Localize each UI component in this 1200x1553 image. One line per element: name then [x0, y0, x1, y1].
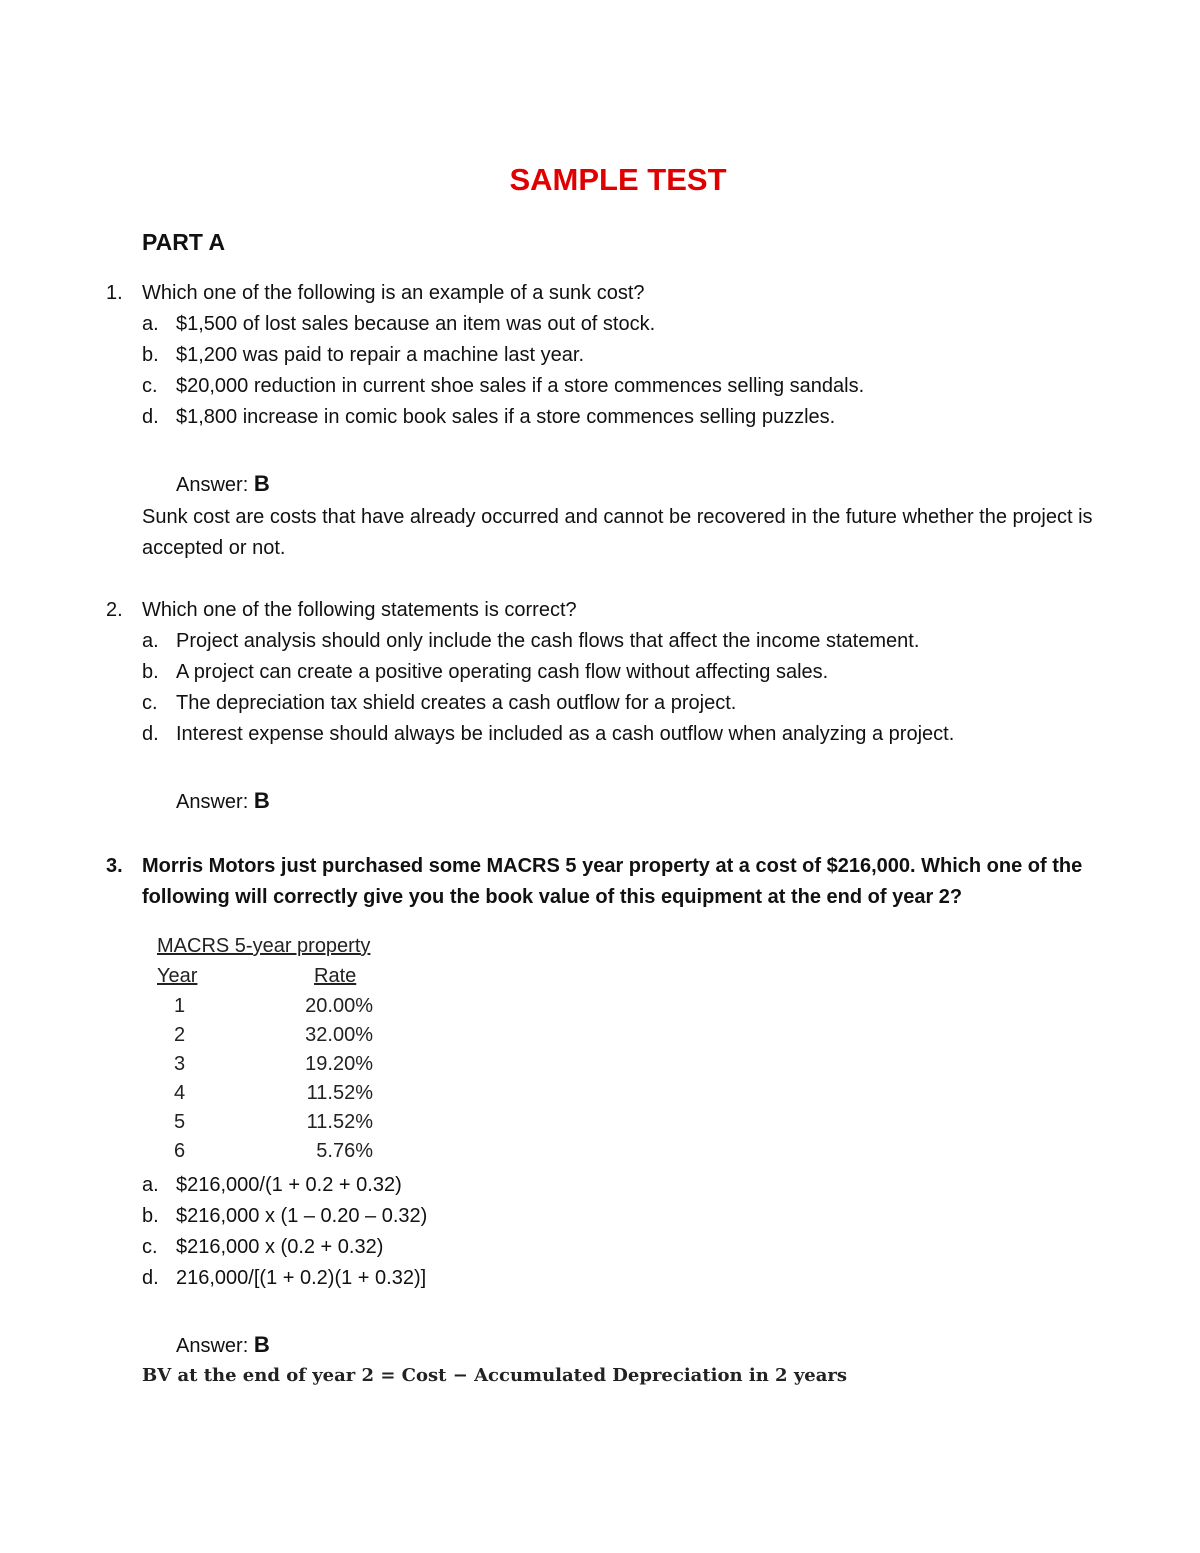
option-letter: a. — [142, 1174, 159, 1196]
option-text: $1,200 was paid to repair a machine last year. — [176, 344, 585, 366]
year-cell: 1 — [174, 995, 186, 1017]
answer-label: Answer: — [176, 474, 249, 496]
rate-cell: 11.52% — [306, 1082, 373, 1104]
question-number: 2. — [106, 599, 123, 621]
book-value-formula: BV at the end of year 2 = Cost − Accumulated Depreciation in 2 years — [142, 1365, 848, 1386]
option-letter: b. — [142, 661, 159, 683]
answer-line — [176, 471, 270, 497]
option-letter: d. — [142, 723, 159, 745]
option-d — [0, 719, 1200, 750]
option-a — [0, 309, 1200, 340]
table-row — [157, 995, 397, 1024]
table-row — [157, 1024, 397, 1053]
question-text: Which one of the following is an example of a sunk cost? — [142, 282, 645, 304]
part-heading: PART A — [142, 229, 226, 255]
option-text: Project analysis should only include the cash flows that affect the income statement. — [176, 630, 920, 652]
rate-cell: 32.00% — [305, 1024, 373, 1046]
macrs-table — [157, 935, 417, 1175]
answer-label: Answer: — [176, 1335, 249, 1357]
option-letter: b. — [142, 1205, 159, 1227]
macrs-table-title: MACRS 5-year property — [157, 935, 371, 957]
year-cell: 2 — [174, 1024, 186, 1046]
question-1 — [0, 278, 1200, 309]
option-letter: a. — [142, 630, 159, 652]
option-letter: b. — [142, 344, 159, 366]
answer-line — [176, 1332, 270, 1358]
option-letter: a. — [142, 313, 159, 335]
option-d — [0, 402, 1200, 433]
table-row — [157, 1053, 397, 1082]
option-text: Interest expense should always be included as a cash outflow when analyzing a project. — [176, 723, 955, 745]
option-letter: c. — [142, 692, 158, 714]
year-cell: 3 — [174, 1053, 186, 1075]
option-text: $216,000/(1 + 0.2 + 0.32) — [176, 1174, 402, 1196]
rate-cell: 19.20% — [305, 1053, 373, 1075]
rate-cell: 11.52% — [306, 1111, 373, 1133]
option-text: $1,500 of lost sales because an item was out of stock. — [176, 313, 656, 335]
year-cell: 4 — [174, 1082, 186, 1104]
column-header-rate: Rate — [314, 965, 357, 987]
table-row — [157, 1082, 397, 1111]
page-title: SAMPLE TEST — [509, 162, 727, 197]
option-text: The depreciation tax shield creates a cash outflow for a project. — [176, 692, 737, 714]
option-c — [0, 371, 1200, 402]
option-letter: d. — [142, 406, 159, 428]
question-3 — [0, 851, 1200, 913]
option-text: 216,000/[(1 + 0.2)(1 + 0.32)] — [176, 1267, 427, 1289]
option-text: A project can create a positive operating cash flow without affecting sales. — [176, 661, 829, 683]
option-b — [0, 340, 1200, 371]
question-text: Which one of the following statements is correct? — [142, 599, 577, 621]
year-cell: 6 — [174, 1140, 186, 1162]
option-a — [0, 626, 1200, 657]
option-letter: d. — [142, 1267, 159, 1289]
option-text: $1,800 increase in comic book sales if a store commences selling puzzles. — [176, 406, 836, 428]
option-b — [0, 1201, 1200, 1232]
question-number: 1. — [106, 282, 123, 304]
question-2 — [0, 595, 1200, 626]
option-letter: c. — [142, 375, 158, 397]
year-cell: 5 — [174, 1111, 186, 1133]
rate-cell: 5.76% — [316, 1140, 373, 1162]
answer-line — [176, 788, 270, 814]
column-header-year: Year — [157, 965, 198, 987]
explanation: Sunk cost are costs that have already occurred and cannot be recovered in the future whether the project is accepted or not. — [142, 506, 1093, 559]
option-a — [0, 1170, 1200, 1201]
rate-cell: 20.00% — [305, 995, 373, 1017]
option-letter: c. — [142, 1236, 158, 1258]
option-b — [0, 657, 1200, 688]
option-c — [0, 1232, 1200, 1263]
answer-value: B — [253, 788, 270, 813]
option-text: $216,000 x (1 – 0.20 – 0.32) — [176, 1205, 428, 1227]
table-row — [157, 1111, 397, 1140]
answer-value: B — [253, 471, 270, 496]
question-number: 3. — [106, 855, 123, 877]
table-row — [157, 1140, 397, 1169]
answer-label: Answer: — [176, 791, 249, 813]
answer-value: B — [253, 1332, 270, 1357]
option-text: $216,000 x (0.2 + 0.32) — [176, 1236, 384, 1258]
option-d — [0, 1263, 1200, 1294]
option-text: $20,000 reduction in current shoe sales if a store commences selling sandals. — [176, 375, 865, 397]
option-c — [0, 688, 1200, 719]
question-text: Morris Motors just purchased some MACRS 5 year property at a cost of $216,000. Which one of the following will correctly give you the book value of this equipment at the end of year 2? — [142, 855, 1083, 908]
